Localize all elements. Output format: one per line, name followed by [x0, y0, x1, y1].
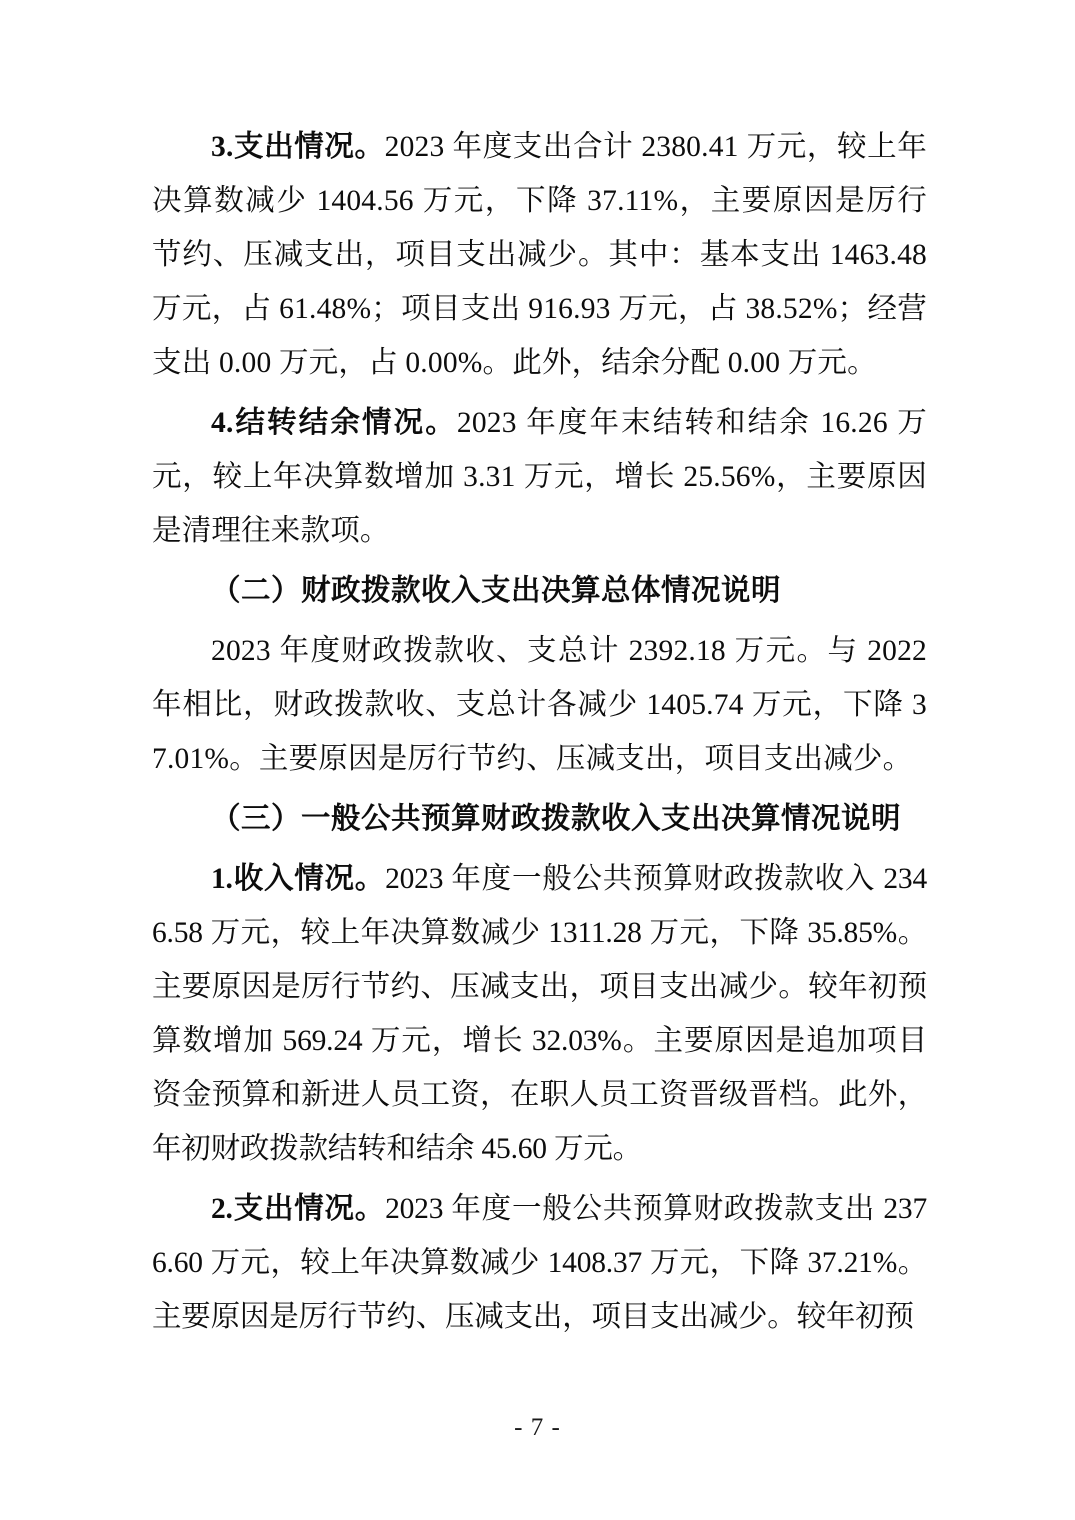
paragraph-lead-income: 1.收入情况。 — [211, 863, 386, 895]
paragraph-lead-expenditure-two: 2.支出情况。 — [211, 1193, 386, 1225]
paragraph-body-expenditure: 2023 年度支出合计 2380.41 万元，较上年决算数减少 1404.56 万元，下降 37.11%，主要原因是厉行节约、压减支出，项目支出减少。其中：基本支出 1463.48 万元，占 61.48%；项目支出 916.93 万元，占 38.52%；经营支出 0.00 万元，占 0.00%。此外，结余分配 0.00 万元。 — [152, 131, 927, 379]
paragraph-section-two: 2023 年度财政拨款收、支总计 2392.18 万元。与 2022 年相比，财政拨款收、支总计各减少 1405.74 万元，下降 37.01%。主要原因是厉行节约、压减支出，项目支出减少。 — [152, 635, 927, 775]
heading-section-two: （二）财政拨款收入支出决算总体情况说明 — [211, 575, 782, 607]
paragraph-carryover — [152, 396, 927, 558]
page-number: - 7 - — [514, 1414, 561, 1441]
paragraph-body-carryover: 2023 年度年末结转和结余 16.26 万元，较上年决算数增加 3.31 万元，增长 25.56%，主要原因是清理往来款项。 — [152, 407, 927, 547]
paragraph-lead-carryover: 4.结转结余情况。 — [211, 407, 457, 439]
paragraph-expenditure — [152, 120, 927, 390]
paragraph-body-expenditure-two: 2023 年度一般公共预算财政拨款支出 2376.60 万元，较上年决算数减少 1408.37 万元，下降 37.21%。主要原因是厉行节约、压减支出，项目支出减少。较年初预 — [152, 1193, 927, 1333]
page-content — [152, 120, 927, 1350]
paragraph-body-income: 2023 年度一般公共预算财政拨款收入 2346.58 万元，较上年决算数减少 1311.28 万元，下降 35.85%。主要原因是厉行节约、压减支出，项目支出减少。较年初预算数增加 569.24 万元，增长 32.03%。主要原因是追加项目资金预算和新进人员工资，在职人员工资晋级晋档。此外，年初财政拨款结转和结余 45.60 万元。 — [152, 863, 927, 1165]
paragraph-income — [152, 852, 927, 1176]
paragraph-expenditure-two — [152, 1182, 927, 1344]
heading-section-three: （三）一般公共预算财政拨款收入支出决算情况说明 — [211, 803, 902, 835]
paragraph-lead-expenditure: 3.支出情况。 — [211, 131, 385, 163]
